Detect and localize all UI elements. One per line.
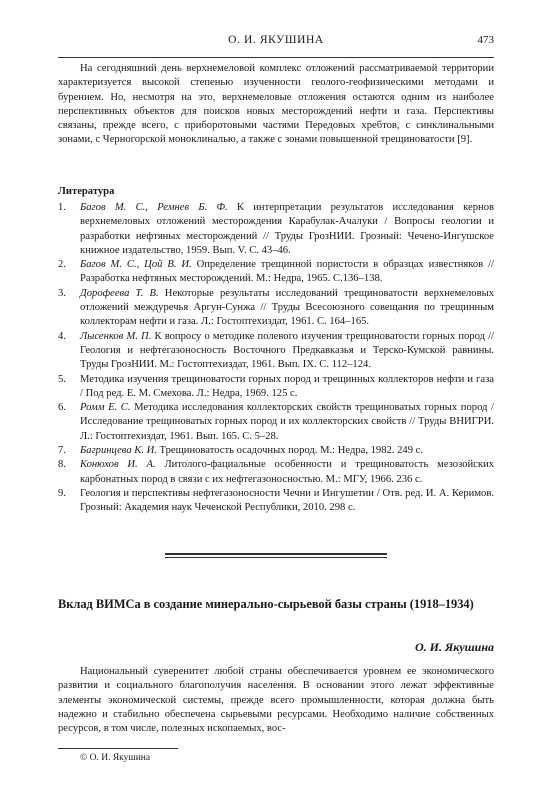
reference-item: [58, 373, 494, 402]
reference-text: [80, 330, 494, 373]
page-header: [58, 30, 494, 54]
reference-body: Некоторые результаты исследований трещиноватости верхнемеловых отложений междуречья Аргун-Сунжа // Труды Всесоюзного совещания по трещинным коллекторам нефти и газа. Л.: Гостоптехиздат, 1961. С. 164–165.: [80, 287, 495, 328]
section-separator: [165, 553, 387, 555]
reference-author: Багов М. С., Цой В. И.: [80, 259, 192, 271]
reference-number: 6.: [58, 402, 66, 414]
intro-paragraph: На сегодняшний день верхнемеловой комплекс отложений рассматриваемой территории характеризуется высокой степенью изученности геолого-геофизическими методами и бурением. Но, несмотря на это, верхнемеловые отложения остаются одним из наиболее перспективных объектов для поисков новых месторождений нефти и газа. Перспективы связаны, прежде всего, с приборотовыми частями Передовых хребтов, с синклинальными зонами, с Черногорской моноклиналью, а также с зонами повышенной трещиноватости [9].: [58, 63, 494, 146]
reference-text: [80, 487, 494, 516]
reference-number: 9.: [58, 487, 66, 499]
reference-number: 3.: [58, 287, 66, 299]
reference-body: Трещиноватость осадочных пород. М.: Недра, 1982. 249 с.: [156, 445, 424, 457]
reference-list: [58, 201, 494, 516]
header-rule: [58, 57, 494, 58]
reference-body: Геология и перспективы нефтегазоносности Чечни и Ингушетии / Отв. ред. И. А. Керимов. Грозный: Академия наук Чеченской Республики, 2010. 298 с.: [80, 487, 494, 514]
reference-body: Методика изучения трещиноватости горных пород и трещинных коллекторов нефти и газа / Под ред. Е. М. Смехова. Л.: Недра, 1969. 125 с.: [80, 373, 494, 399]
footnote-rule: [58, 748, 178, 749]
reference-number: 2.: [58, 259, 66, 271]
reference-number: 5.: [58, 373, 66, 385]
footnote: © О. И. Якушина: [80, 753, 151, 763]
section-separator-thin: [165, 557, 387, 558]
article-author: О. И. Якушина: [414, 640, 494, 654]
reference-number: 7.: [58, 445, 66, 457]
page-number: 473: [477, 34, 494, 46]
reference-author: Дорофеева Т. В.: [80, 287, 159, 299]
reference-body: К интерпретации результатов исследования кернов верхнемеловых отложений месторождения Карабулак-Ачалуки / Вопросы геологии и разработки нефтяных месторождений // Труды ГрозНИИ. Грозный: Чечено-Ингушское книжное издательство, 1959. Вып. V. С. 43–46.: [80, 202, 495, 256]
reference-text: [80, 458, 494, 487]
reference-item: [58, 401, 494, 444]
reference-text: [80, 401, 494, 444]
reference-author: Конюхов И. А.: [80, 459, 156, 471]
reference-number: 1.: [58, 202, 66, 213]
article-paragraph: Национальный суверенитет любой страны обеспечивается уровнем ее экономического развития и социального благополучия населения. В основании этого лежат эффективные элементы экономической системы, прежде всего промышленности, которая должна быть надежно и стабильно обеспечена сырьевыми ресурсами. Необходимо наличие собственных ресурсов, в том числе, полезных ископаемых, вос-: [58, 666, 494, 735]
reference-item: [58, 487, 494, 516]
reference-body: Литолого-фациальные особенности и трещиноватость мезозойских карбонатных пород в связи с их нефтегазоносностью. М.: МГУ, 1966. 236 с.: [80, 459, 494, 485]
reference-item: [58, 258, 494, 287]
article-title: Вклад ВИМСа в создание минерально-сырьевой базы страны (1918–1934): [58, 597, 474, 611]
reference-author: Ромм Е. С.: [80, 402, 131, 414]
reference-item: [58, 444, 494, 458]
reference-author: Лысенков М. П.: [80, 330, 152, 342]
reference-item: [58, 287, 494, 330]
reference-item: [58, 201, 494, 258]
literature-heading: Литература: [58, 186, 115, 197]
reference-item: [58, 330, 494, 373]
reference-text: [80, 444, 494, 458]
reference-body: К вопросу о методике полевого изучения трещиноватости горных пород // Геология и нефтегазоносность Восточного Предкавказья и Терско-Кумской равнины. Труды ГрозНИИ. М.: Гостоптехиздат, 1961. Вып. IX. С. 112–124.: [80, 330, 494, 371]
reference-text: [80, 258, 494, 287]
reference-body: Методика исследования коллекторских свойств трещиноватых горных пород / Исследование трещиноватых горных пород и их коллекторских свойств // Труды ВНИГРИ. Л.: Гостоптехиздат, 1961. Вып. 165. С. 5–28.: [80, 402, 494, 442]
reference-number: 8.: [58, 459, 66, 471]
reference-text: [80, 201, 494, 258]
reference-number: 4.: [58, 330, 66, 342]
reference-author: Багринцева К. И.: [80, 445, 157, 457]
running-head: О. И. ЯКУШИНА: [228, 34, 324, 46]
reference-text: [80, 287, 494, 330]
reference-body: Определение трещинной пористости в образцах известняков // Разработка нефтяных месторождений. М.: Недра, 1965. С.136–138.: [80, 259, 494, 285]
reference-text: [80, 373, 494, 402]
reference-item: [58, 458, 494, 487]
reference-author: Багов М. С., Ремнев Б. Ф.: [80, 202, 228, 213]
